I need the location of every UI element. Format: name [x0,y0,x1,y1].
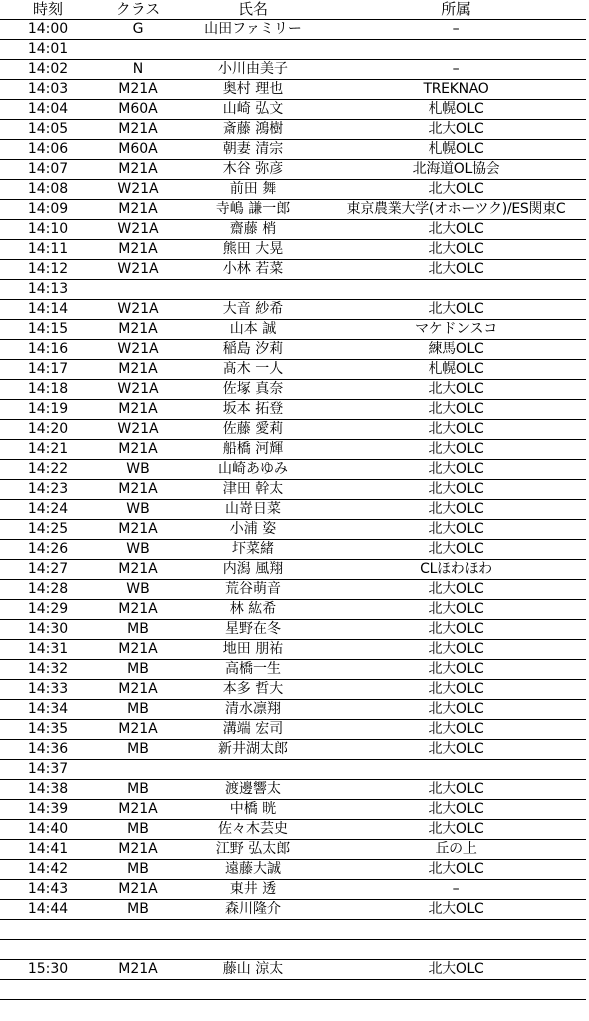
class-cell: MB [127,621,149,637]
time-cell: 14:07 [27,161,69,177]
time-cell: 14:15 [27,321,69,337]
club-cell: 北大OLC [428,401,484,417]
club-cell: 北大OLC [428,501,484,517]
name-cell: 渡邊響太 [225,781,281,797]
name-cell [180,980,326,999]
table-row [0,320,586,340]
club-cell: 北大OLC [428,961,484,977]
table-row [0,220,586,240]
class-cell: WB [126,581,150,597]
table-row [0,540,586,560]
club-cell: 北大OLC [428,381,484,397]
name-cell: 大音 紗希 [222,301,284,317]
time-cell: 14:14 [27,301,69,317]
name-cell: 山嵜日菜 [225,501,281,517]
time-cell: 14:40 [27,821,69,837]
time-cell: 14:02 [27,61,69,77]
class-cell: M21A [118,401,158,417]
time-cell: 14:11 [27,241,69,257]
table-row [0,580,586,600]
club-cell: 北大OLC [428,621,484,637]
name-cell: 佐藤 愛莉 [222,421,284,437]
table-row [0,20,586,40]
table-row [0,860,586,880]
name-cell: 新井湖太郎 [218,741,288,757]
name-cell: 遠藤大誠 [225,861,281,877]
club-cell: CLほわほわ [420,561,492,577]
time-cell: 14:30 [27,621,69,637]
table-row [0,140,586,160]
table-row [0,660,586,680]
club-cell: 札幌OLC [428,361,484,377]
class-cell: W21A [117,261,159,277]
table-row [0,740,586,760]
table-row [0,200,586,220]
table-row [0,160,586,180]
club-cell: 北海道OL協会 [412,161,500,177]
class-cell: WB [126,461,150,477]
name-cell: 齋藤 梢 [229,221,277,237]
class-cell: M21A [118,961,158,977]
time-cell: 14:42 [27,861,69,877]
time-cell: 14:25 [27,521,69,537]
time-cell: 14:35 [27,721,69,737]
table-row [0,820,586,840]
table-row [0,40,586,60]
name-cell [180,40,326,59]
club-cell: マケドンスコ [415,321,497,337]
class-cell [96,760,180,779]
table-body [0,20,586,1000]
table-row [0,80,586,100]
class-cell: W21A [117,301,159,317]
club-cell: 北大OLC [428,521,484,537]
class-cell: MB [127,901,149,917]
time-cell: 14:16 [27,341,69,357]
time-cell: 14:13 [27,281,69,297]
time-cell: 14:20 [27,421,69,437]
table-row [0,280,586,300]
club-cell: 北大OLC [428,261,484,277]
class-cell: W21A [117,421,159,437]
class-cell: M21A [118,841,158,857]
name-cell: 山本 誠 [229,321,277,337]
club-cell: 東京農業大学(オホーツク)/ES関東C [346,201,566,217]
table-row [0,920,586,940]
table-row [0,120,586,140]
time-cell: 14:44 [27,901,69,917]
club-cell: 北大OLC [428,301,484,317]
name-cell: 前田 舞 [229,181,277,197]
club-cell: – [452,61,460,77]
club-cell: 北大OLC [428,121,484,137]
table-row [0,440,586,460]
time-cell: 14:09 [27,201,69,217]
name-cell: 圷菜緒 [232,541,274,557]
table-row [0,840,586,860]
time-cell: 14:32 [27,661,69,677]
class-cell: M60A [118,101,158,117]
table-row [0,500,586,520]
club-cell: 北大OLC [428,581,484,597]
time-cell: 14:00 [27,21,69,37]
time-cell: 14:37 [27,761,69,777]
time-cell: 14:29 [27,601,69,617]
table-row [0,880,586,900]
club-cell: 北大OLC [428,801,484,817]
table-row [0,600,586,620]
name-cell: 内潟 風翔 [222,561,284,577]
name-cell: 佐塚 真奈 [222,381,284,397]
club-cell: – [452,881,460,897]
time-cell: 14:28 [27,581,69,597]
table-row [0,400,586,420]
class-cell: WB [126,501,150,517]
class-cell: N [132,61,144,77]
table-row [0,100,586,120]
time-cell: 14:18 [27,381,69,397]
club-cell: 北大OLC [428,461,484,477]
name-cell: 熊田 大晃 [222,241,284,257]
name-cell: 山田ファミリー [204,21,302,37]
class-cell: M21A [118,161,158,177]
table-row [0,520,586,540]
table-row [0,640,586,660]
club-cell: TREKNAO [423,81,489,97]
name-cell: 星野在冬 [225,621,281,637]
club-cell: 北大OLC [428,741,484,757]
time-cell: 14:08 [27,181,69,197]
class-cell [96,980,180,999]
time-cell: 14:21 [27,441,69,457]
time-cell: 14:19 [27,401,69,417]
name-cell: 荒谷萌音 [225,581,281,597]
name-cell: 溝端 宏司 [222,721,284,737]
time-cell: 14:33 [27,681,69,697]
time-cell [0,980,96,999]
club-cell: 北大OLC [428,181,484,197]
time-cell: 14:17 [27,361,69,377]
table-row [0,560,586,580]
class-cell: W21A [117,181,159,197]
table-row [0,480,586,500]
time-cell: 14:12 [27,261,69,277]
club-cell [326,920,586,939]
class-cell [96,40,180,59]
class-cell: M21A [118,561,158,577]
table-row [0,960,586,980]
table-row [0,680,586,700]
class-cell: M21A [118,201,158,217]
class-cell: W21A [117,221,159,237]
club-cell: 北大OLC [428,721,484,737]
class-cell [96,940,180,959]
time-cell: 14:22 [27,461,69,477]
club-cell: 北大OLC [428,241,484,257]
club-cell: – [452,21,460,37]
class-cell: M21A [118,241,158,257]
club-cell [326,40,586,59]
class-cell: M21A [118,481,158,497]
time-cell: 14:03 [27,81,69,97]
name-cell: 小川由美子 [218,61,288,77]
name-cell: 藤山 涼太 [222,961,284,977]
time-cell: 14:43 [27,881,69,897]
name-cell: 高橋一生 [225,661,281,677]
time-cell [0,940,96,959]
name-cell: 船橋 河輝 [222,441,284,457]
class-cell: MB [127,861,149,877]
time-cell: 14:01 [27,41,69,57]
table-row [0,360,586,380]
club-cell: 北大OLC [428,641,484,657]
club-cell: 丘の上 [435,841,477,857]
class-cell: M21A [118,721,158,737]
name-cell: 奥村 理也 [222,81,284,97]
class-cell: MB [127,701,149,717]
name-cell: 東井 透 [229,881,277,897]
club-cell: 北大OLC [428,421,484,437]
club-cell: 北大OLC [428,861,484,877]
header-name: 氏名 [237,0,268,18]
name-cell [180,760,326,779]
header-time: 時刻 [32,0,63,18]
class-cell [96,280,180,299]
class-cell: MB [127,661,149,677]
name-cell: 小林 若菜 [222,261,284,277]
name-cell [180,920,326,939]
name-cell: 本多 哲大 [222,681,284,697]
name-cell: 坂本 拓登 [222,401,284,417]
club-cell [326,280,586,299]
time-cell: 14:36 [27,741,69,757]
club-cell: 北大OLC [428,781,484,797]
table-row [0,460,586,480]
header-class: クラス [115,0,161,18]
name-cell: 寺嶋 謙一郎 [215,201,291,217]
club-cell: 北大OLC [428,601,484,617]
class-cell: WB [126,541,150,557]
table-row [0,300,586,320]
class-cell: M21A [118,601,158,617]
class-cell: MB [127,821,149,837]
class-cell: M21A [118,881,158,897]
name-cell: 清水凛翔 [225,701,281,717]
time-cell: 14:23 [27,481,69,497]
club-cell: 北大OLC [428,221,484,237]
class-cell: MB [127,741,149,757]
table-row [0,720,586,740]
time-cell: 14:26 [27,541,69,557]
club-cell [326,980,586,999]
name-cell [180,940,326,959]
table-row [0,980,586,1000]
name-cell: 木谷 弥彦 [222,161,284,177]
club-cell: 北大OLC [428,821,484,837]
name-cell: 髙木 一人 [222,361,284,377]
club-cell [326,940,586,959]
header-club: 所属 [441,0,471,18]
time-cell: 14:04 [27,101,69,117]
time-cell: 14:31 [27,641,69,657]
table-row [0,620,586,640]
class-cell: M21A [118,361,158,377]
time-cell: 14:38 [27,781,69,797]
class-cell: M21A [118,801,158,817]
class-cell: M21A [118,121,158,137]
class-cell: M21A [118,641,158,657]
name-cell: 朝妻 清宗 [222,141,284,157]
name-cell: 中橋 晄 [229,801,277,817]
table-row [0,760,586,780]
class-cell: W21A [117,381,159,397]
class-cell: G [132,21,144,37]
table-row [0,340,586,360]
time-cell: 14:27 [27,561,69,577]
club-cell: 北大OLC [428,481,484,497]
table-row [0,900,586,920]
time-cell: 14:05 [27,121,69,137]
name-cell: 山崎あゆみ [218,461,288,477]
time-cell: 14:41 [27,841,69,857]
name-cell: 林 紘希 [229,601,277,617]
class-cell: MB [127,781,149,797]
table-row [0,800,586,820]
time-cell [0,920,96,939]
club-cell: 北大OLC [428,541,484,557]
club-cell: 札幌OLC [428,101,484,117]
class-cell: M60A [118,141,158,157]
class-cell [96,920,180,939]
name-cell: 稲島 汐莉 [222,341,284,357]
class-cell: M21A [118,441,158,457]
table-row [0,380,586,400]
name-cell [180,280,326,299]
club-cell: 北大OLC [428,441,484,457]
class-cell: M21A [118,81,158,97]
table-row [0,260,586,280]
club-cell: 札幌OLC [428,141,484,157]
class-cell: W21A [117,341,159,357]
name-cell: 山崎 弘文 [222,101,284,117]
club-cell: 練馬OLC [428,341,484,357]
time-cell: 14:39 [27,801,69,817]
name-cell: 津田 幹太 [222,481,284,497]
table-row [0,940,586,960]
name-cell: 地田 朋祐 [222,641,284,657]
table-row [0,700,586,720]
name-cell: 森川隆介 [225,901,281,917]
club-cell: 北大OLC [428,901,484,917]
name-cell: 江野 弘太郎 [215,841,291,857]
name-cell: 小浦 姿 [229,521,277,537]
club-cell: 北大OLC [428,681,484,697]
club-cell: 北大OLC [428,701,484,717]
name-cell: 佐々木芸史 [218,821,288,837]
club-cell: 北大OLC [428,661,484,677]
table-row [0,420,586,440]
class-cell: M21A [118,521,158,537]
table-row [0,240,586,260]
club-cell [326,760,586,779]
time-cell: 14:24 [27,501,69,517]
table-row [0,780,586,800]
time-cell: 14:34 [27,701,69,717]
time-cell: 14:06 [27,141,69,157]
table-row [0,180,586,200]
name-cell: 斎藤 鴻樹 [222,121,284,137]
class-cell: M21A [118,681,158,697]
class-cell: M21A [118,321,158,337]
time-cell: 15:30 [27,961,69,977]
table-header [0,0,586,20]
table-row [0,60,586,80]
time-cell: 14:10 [27,221,69,237]
